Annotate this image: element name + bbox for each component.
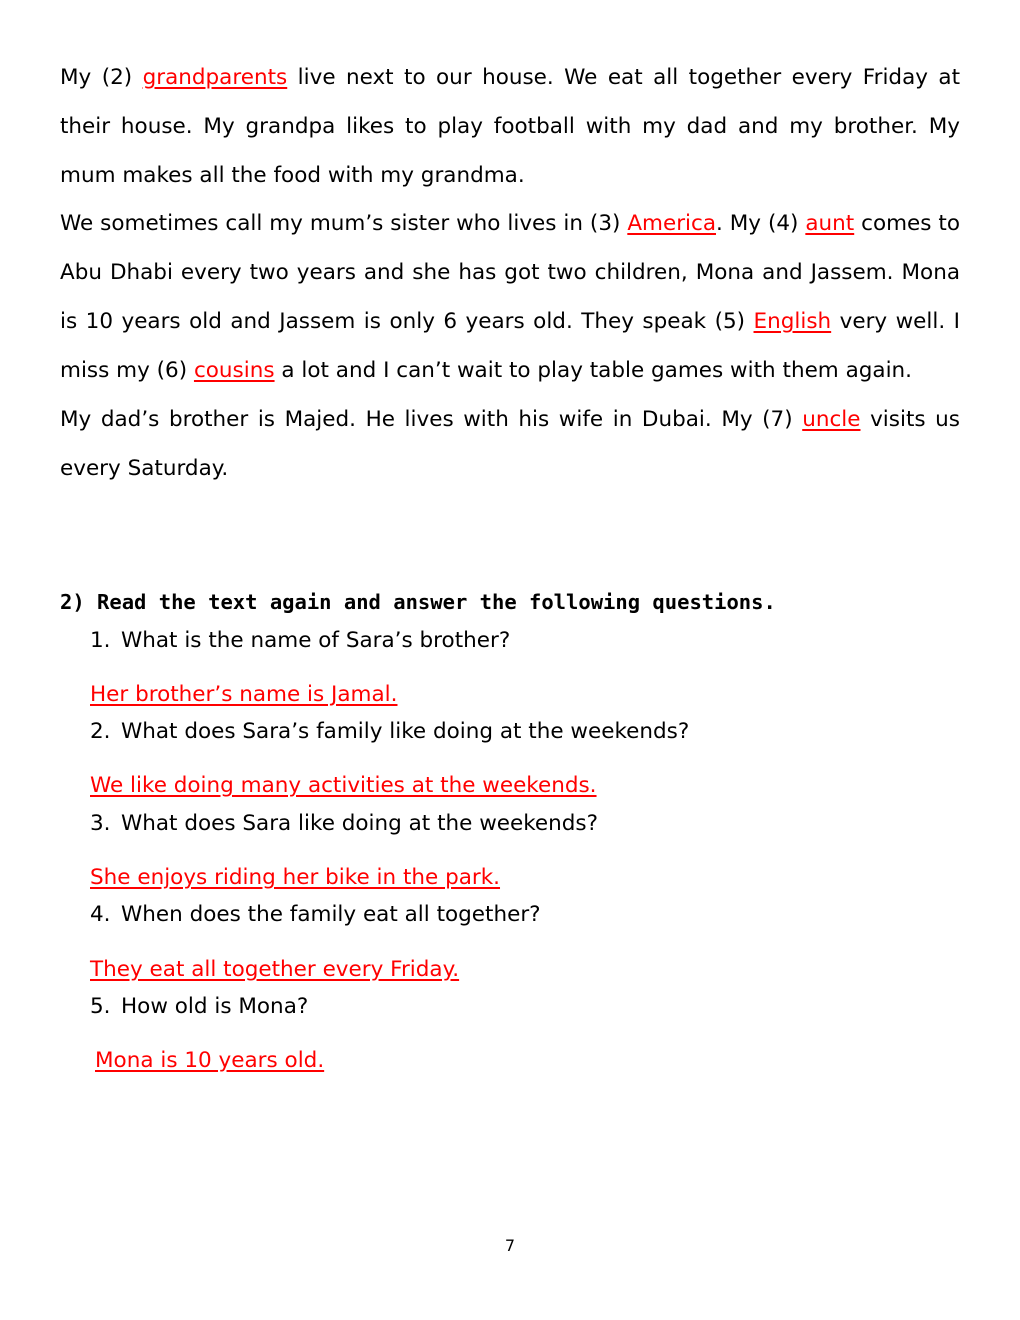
text-segment: a lot and I can’t wait to play table games with them again. bbox=[274, 358, 913, 383]
answer-cousins: cousins bbox=[193, 358, 275, 383]
question-1 bbox=[90, 628, 510, 653]
question-number: 2. bbox=[90, 719, 111, 744]
question-number: 4. bbox=[90, 902, 111, 927]
answer-uncle: uncle bbox=[802, 407, 861, 432]
page-number: 7 bbox=[504, 1236, 516, 1255]
text-segment: My dad’s brother is Majed. He lives with his wife in Dubai. My (7) bbox=[60, 407, 803, 432]
answer-4: They eat all together every Friday. bbox=[90, 957, 460, 982]
answer-aunt: aunt bbox=[805, 211, 855, 236]
paragraph-grandparents bbox=[60, 53, 960, 200]
answer-2: We like doing many activities at the weekends. bbox=[90, 773, 597, 798]
question-text: What is the name of Sara’s brother? bbox=[121, 628, 511, 653]
question-text: When does the family eat all together? bbox=[121, 902, 541, 927]
text-segment: very well. I miss my (6) bbox=[60, 309, 961, 383]
paragraph-aunt bbox=[60, 199, 960, 395]
answer-3: She enjoys riding her bike in the park. bbox=[90, 865, 501, 890]
question-2 bbox=[90, 719, 689, 744]
question-3 bbox=[90, 811, 598, 836]
question-5 bbox=[90, 994, 308, 1019]
question-text: What does Sara’s family like doing at the weekends? bbox=[121, 719, 690, 744]
paragraph-uncle bbox=[60, 395, 960, 493]
answer-grandparents: grandparents bbox=[142, 65, 288, 90]
answer-5: Mona is 10 years old. bbox=[95, 1048, 325, 1073]
text-segment: live next to our house. We eat all together every Friday at their house. My grandpa likes to play football with my dad and my brother. My mum makes all the food with my grandma. bbox=[60, 65, 961, 188]
text-segment: visits us every Saturday. bbox=[60, 407, 960, 481]
question-number: 3. bbox=[90, 811, 111, 836]
text-segment: My (2) bbox=[60, 65, 143, 90]
question-text: How old is Mona? bbox=[121, 994, 309, 1019]
answer-1: Her brother’s name is Jamal. bbox=[90, 682, 398, 707]
text-segment: . My (4) bbox=[716, 211, 806, 236]
section-2-heading: 2) Read the text again and answer the following questions. bbox=[60, 590, 776, 614]
question-4 bbox=[90, 902, 541, 927]
answer-america: America bbox=[627, 211, 716, 236]
question-number: 1. bbox=[90, 628, 111, 653]
answer-english: English bbox=[753, 309, 832, 334]
text-segment: comes to Abu Dhabi every two years and she has got two children, Mona and Jassem. Mona is 10 years old and Jassem is only 6 years old. They speak (5) bbox=[60, 211, 960, 334]
question-number: 5. bbox=[90, 994, 111, 1019]
text-segment: We sometimes call my mum’s sister who lives in (3) bbox=[60, 211, 628, 236]
question-text: What does Sara like doing at the weekends? bbox=[121, 811, 599, 836]
